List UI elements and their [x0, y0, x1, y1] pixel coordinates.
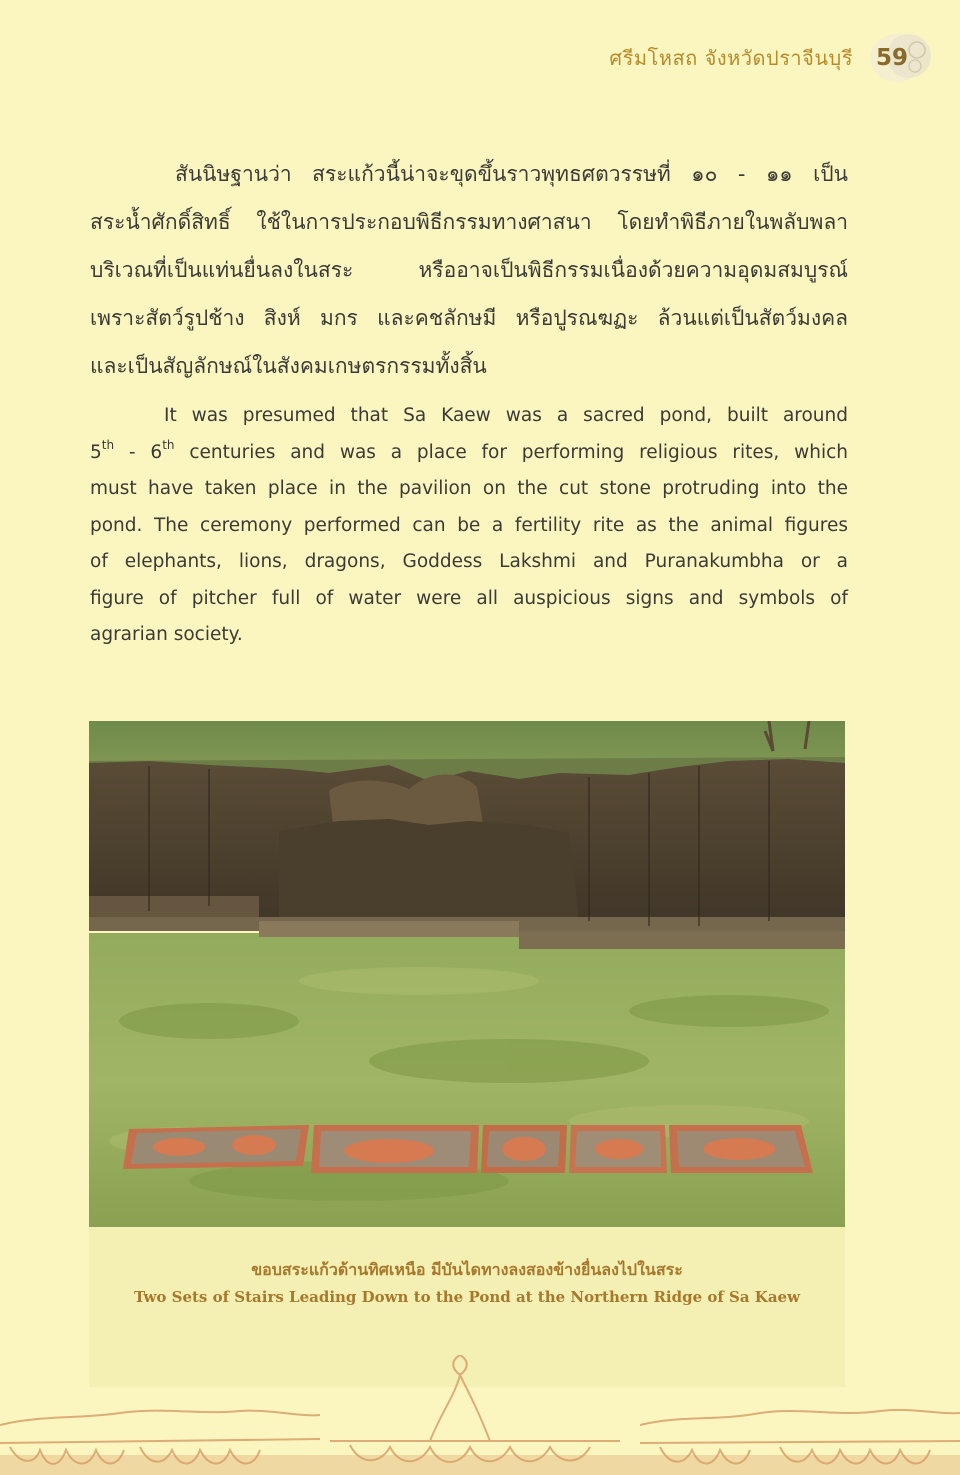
page-number: 59: [875, 45, 908, 71]
century-start: 5: [90, 441, 102, 463]
english-line-text: centuries and was a place for performing religious rites, which: [174, 441, 848, 463]
english-line: of elephants, lions, dragons, Goddess Lakshmi and Puranakumbha or a: [90, 551, 848, 572]
english-line: It was presumed that Sa Kaew was a sacred pond, built around: [164, 405, 848, 426]
page-number-badge: [867, 30, 935, 86]
century-end: - 6: [114, 441, 163, 463]
thai-line: บริเวณที่เป็นแท่นยื่นลงในสระ หรืออาจเป็นพิธีกรรมเนื่องด้วยความอุดมสมบูรณ์: [90, 258, 848, 282]
pond-photo-illustration: [89, 721, 845, 1227]
english-paragraph: [90, 398, 848, 654]
photo-caption-thai: ขอบสระแก้วด้านทิศเหนือ มีบันไดทางลงสองข้างยื่นลงไปในสระ: [251, 1260, 683, 1279]
english-line: agrarian society.: [90, 624, 243, 645]
thai-line: เพราะสัตว์รูปช้าง สิงห์ มกร และคชลักษมี หรือปูรณฆฏะ ล้วนแต่เป็นสัตว์มงคล: [90, 306, 848, 330]
ordinal-suffix: th: [162, 437, 175, 452]
ordinal-suffix: th: [101, 437, 115, 452]
english-line: must have taken place in the pavilion on the cut stone protruding into the: [90, 478, 848, 499]
photo-caption-english: Two Sets of Stairs Leading Down to the Pond at the Northern Ridge of Sa Kaew: [133, 1288, 801, 1306]
thai-line: และเป็นสัญลักษณ์ในสังคมเกษตรกรรมทั้งสิ้น: [90, 354, 487, 378]
pond-photo: [89, 721, 845, 1227]
english-line: figure of pitcher full of water were all auspicious signs and symbols of: [90, 587, 848, 609]
english-line: pond. The ceremony performed can be a fertility rite as the animal figures: [90, 514, 848, 536]
thai-paragraph: [90, 150, 848, 390]
decorative-ornament-border: [0, 1355, 960, 1475]
thai-line: สระน้ำศักดิ์สิทธิ์ ใช้ในการประกอบพิธีกรรมทางศาสนา โดยทำพิธีภายในพลับพลา: [90, 210, 848, 234]
english-line: [90, 435, 848, 472]
thai-line: สันนิษฐานว่า สระแก้วนี้น่าจะขุดขึ้นราวพุทธศตวรรษที่ ๑๐ - ๑๑ เป็น: [175, 162, 848, 186]
book-title: ศรีมโหสถ จังหวัดปราจีนบุรี: [609, 46, 853, 70]
page-header: [609, 30, 935, 86]
